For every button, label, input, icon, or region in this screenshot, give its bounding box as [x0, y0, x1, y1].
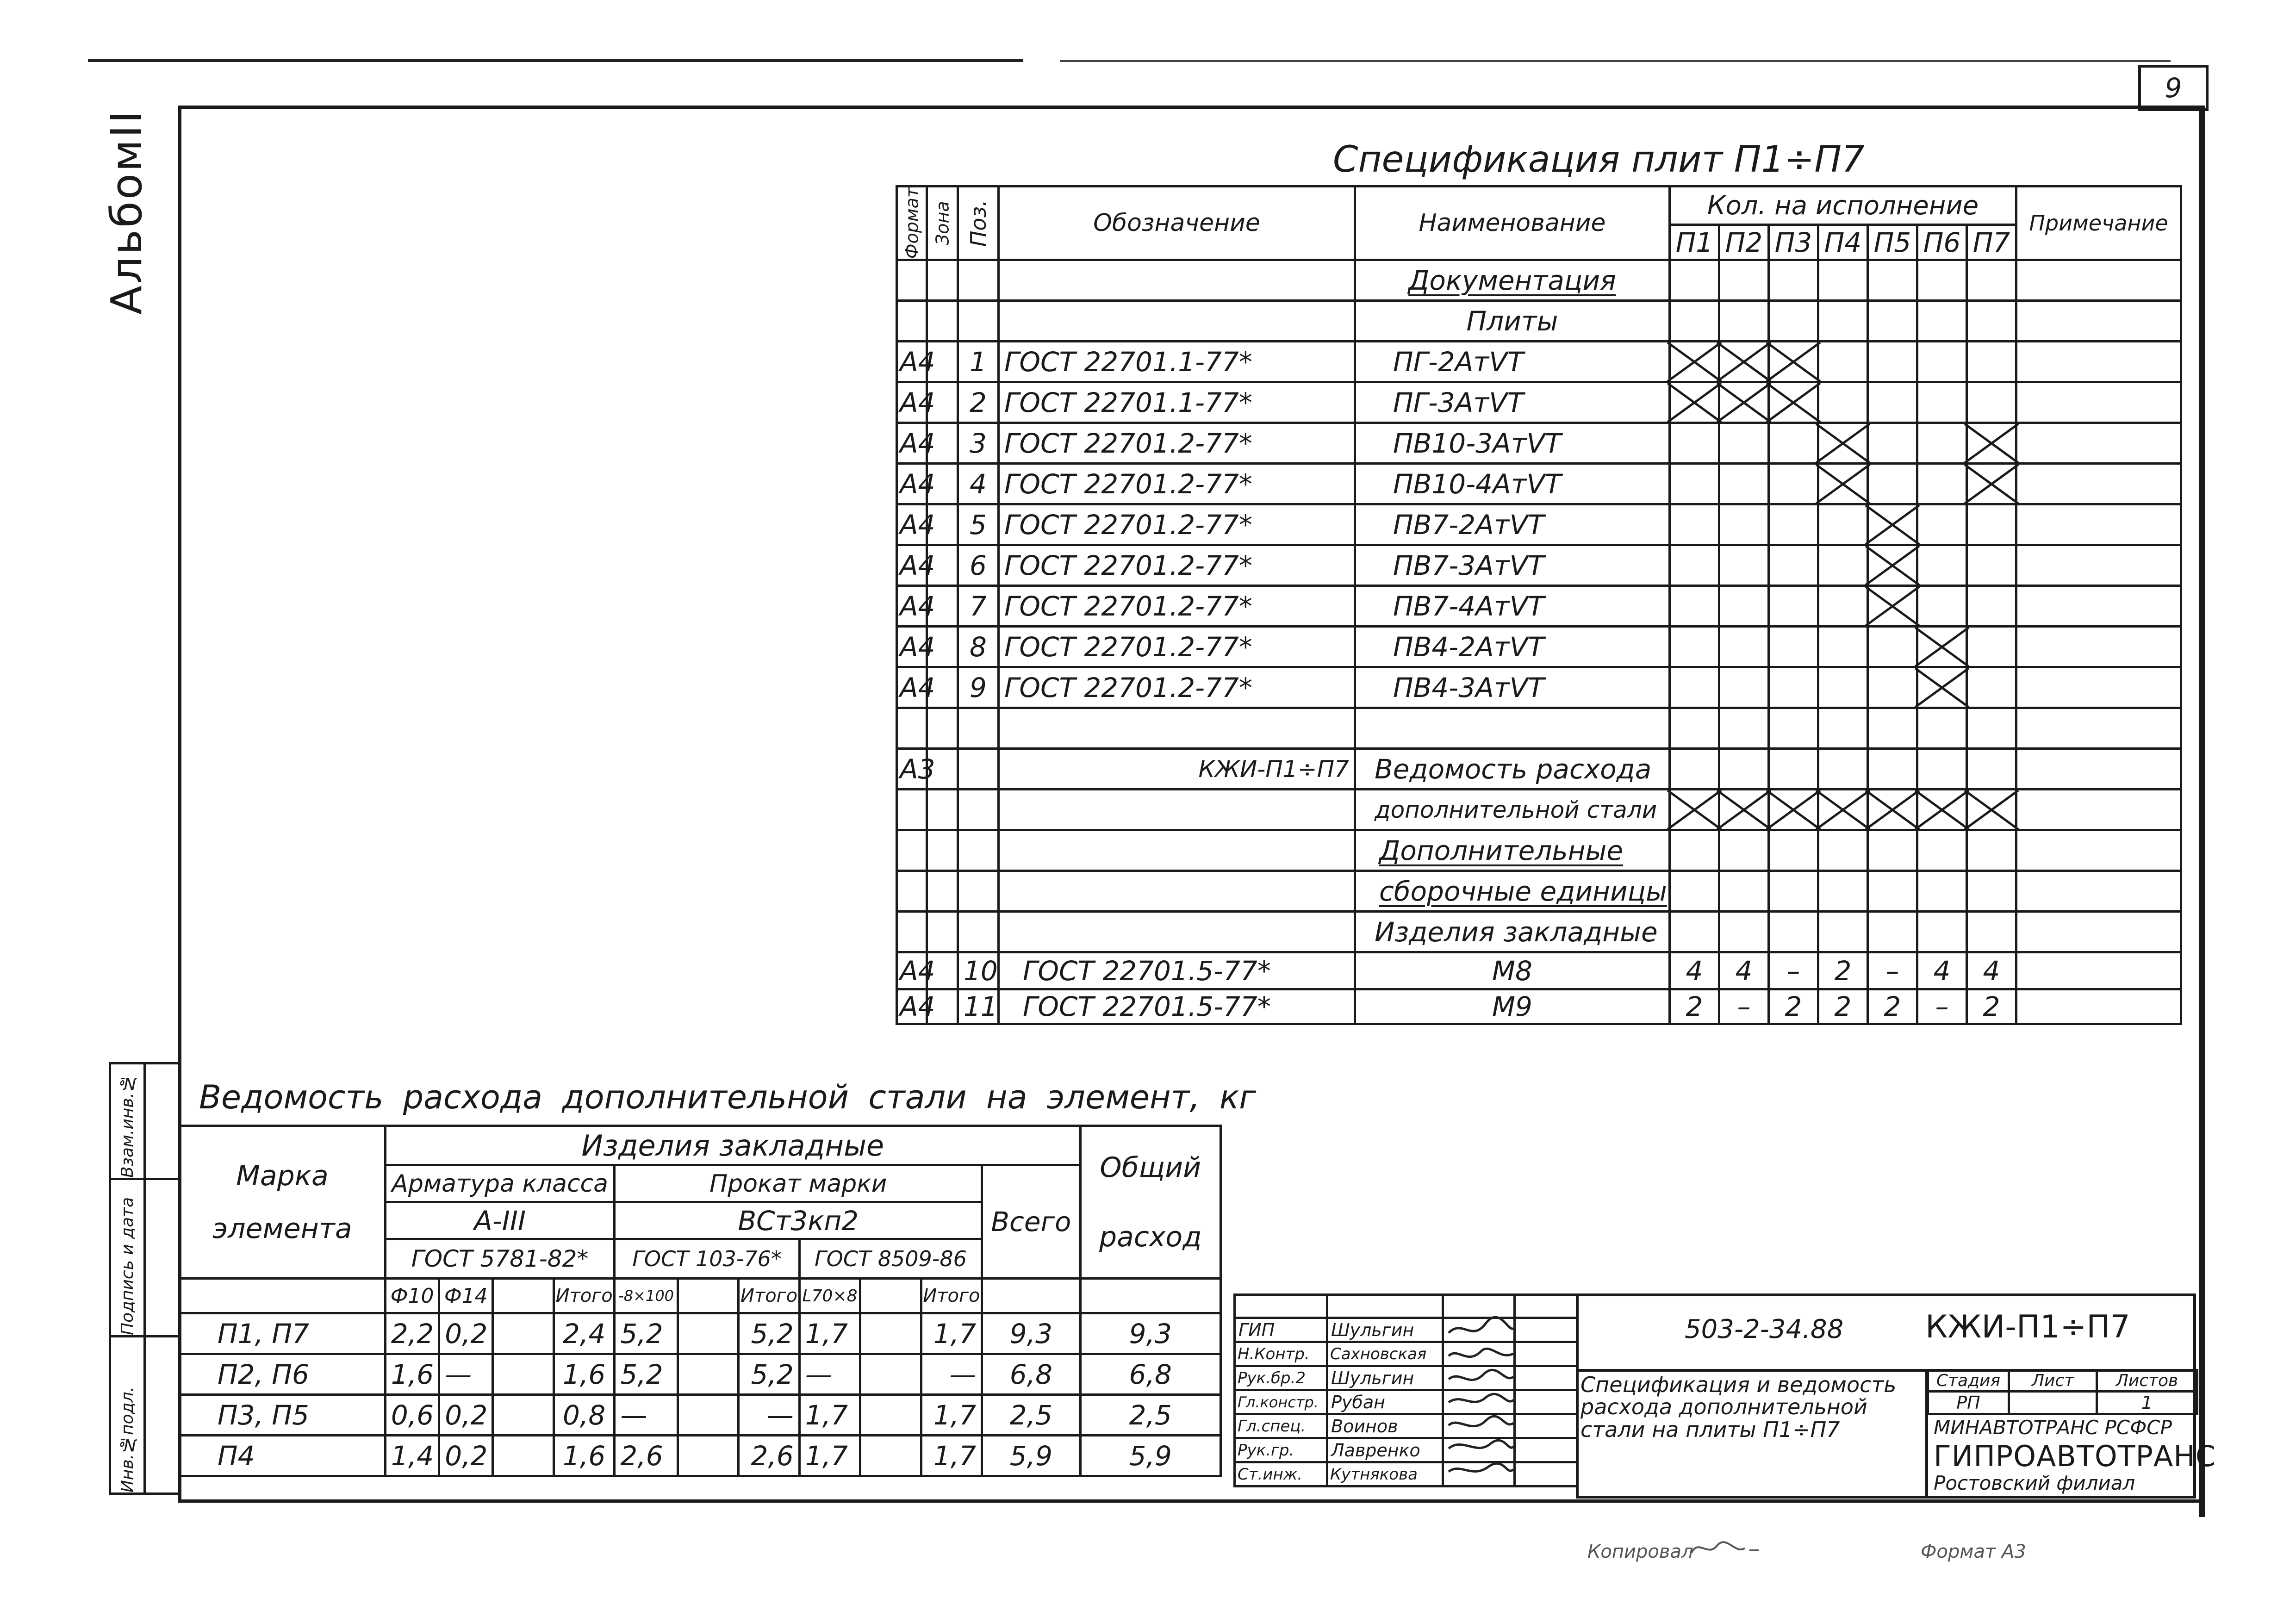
section-row [897, 830, 2181, 871]
cell-overall: 2,5 [1080, 1395, 1220, 1436]
cell-qty: – [1769, 952, 1818, 989]
table-row [897, 342, 2181, 382]
cell-qty: 4 [1670, 952, 1719, 989]
side-strip [109, 1062, 180, 1495]
cell-value: 0,8 [554, 1395, 614, 1436]
cell-designation: ГОСТ 22701.5-77* [999, 952, 1355, 989]
footer-format: Формат А3 [1921, 1541, 2026, 1562]
hdr-rebar-gost: ГОСТ 5781-82* [385, 1239, 614, 1279]
table-row [897, 952, 2181, 989]
stamp-role: ГИП [1235, 1318, 1327, 1342]
hdr-note: Примечание [2016, 187, 2181, 260]
signature-2 [1449, 1349, 1513, 1356]
cell-value [860, 1395, 921, 1436]
section-embedded: Изделия закладные [1355, 912, 1670, 952]
cell-designation: ГОСТ 22701.2-77* [999, 586, 1355, 627]
cell-format: А4 [897, 342, 927, 382]
cell-name: М9 [1355, 989, 1670, 1024]
cell-value [678, 1395, 738, 1436]
applicable-mark [1670, 790, 1719, 830]
cell-value: 2,4 [554, 1313, 614, 1354]
hdr-overall-1: Общий [1100, 1151, 1201, 1184]
applicable-mark [1769, 342, 1818, 382]
table-row [897, 627, 2181, 667]
stamp-org-1: МИНАВТОТРАНС РСФСР [1934, 1416, 2172, 1439]
stamp-person: Кутнякова [1327, 1462, 1443, 1486]
table-row [897, 504, 2181, 545]
cell-value: 0,2 [439, 1395, 493, 1436]
hdr-rebar-class: А-III [385, 1202, 614, 1239]
hdr-mark-1: Марка [236, 1159, 329, 1192]
hdr-sub: -8×100 [615, 1279, 678, 1313]
cell-format: А4 [897, 504, 927, 545]
table-row [897, 545, 2181, 586]
stamp-sheets: 1 [2097, 1392, 2197, 1414]
applicable-mark [1917, 667, 1967, 708]
cell-mark: П3, П5 [180, 1395, 386, 1436]
hdr-zone: Зона [927, 187, 958, 260]
table-row [897, 464, 2181, 504]
cell-value [678, 1436, 738, 1476]
cell-name: ПГ-3АтVT [1355, 382, 1670, 423]
hdr-sub [493, 1279, 554, 1313]
cell-mark: П2, П6 [180, 1354, 386, 1395]
stamp-sheet [2009, 1392, 2097, 1414]
hdr-sub [860, 1279, 921, 1313]
sheet-number: 9 [2138, 65, 2209, 111]
hdr-embedded: Изделия закладные [385, 1126, 1080, 1165]
cell-pos: 9 [958, 667, 999, 708]
cell-format: А4 [897, 989, 927, 1024]
cell-pos: 8 [958, 627, 999, 667]
hdr-sub: Итого [921, 1279, 982, 1313]
cell-name: ПВ7-2АтVT [1355, 504, 1670, 545]
cell-pos: 1 [958, 342, 999, 382]
cell-value: 1,4 [385, 1436, 439, 1476]
signature-6 [1449, 1440, 1513, 1449]
frame-right-shadow [2199, 106, 2205, 1517]
applicable-mark [1818, 464, 1868, 504]
top-rule [88, 59, 1023, 62]
cell-value: — [739, 1395, 799, 1436]
cell-value: 2,2 [385, 1313, 439, 1354]
cell-total: 5,9 [982, 1436, 1080, 1476]
hdr-rolled-gost-2: ГОСТ 8509-86 [799, 1239, 982, 1279]
section-documentation: Документация [1355, 260, 1670, 301]
cell-value [493, 1354, 554, 1395]
cell-value: — [439, 1354, 493, 1395]
table-row [897, 382, 2181, 423]
cell-value: 1,7 [799, 1313, 860, 1354]
cell-value: 1,7 [799, 1395, 860, 1436]
cell-name: ПВ7-3АтVT [1355, 545, 1670, 586]
signature-5 [1449, 1416, 1513, 1426]
stamp-person: Сахновская [1327, 1342, 1443, 1366]
cell-value: — [615, 1395, 678, 1436]
cell-value: 5,2 [615, 1313, 678, 1354]
cell-value [678, 1313, 738, 1354]
signature-4 [1449, 1394, 1513, 1402]
cell-overall: 6,8 [1080, 1354, 1220, 1395]
stamp-person: Шульгин [1327, 1318, 1443, 1342]
cell-name: ПВ10-4АтVT [1355, 464, 1670, 504]
stamp-sheets-label: Листов [2097, 1370, 2197, 1392]
side-inv: Инв.№подл. [110, 1337, 145, 1494]
cell-value: 1,7 [921, 1395, 982, 1436]
cell-value: 0,2 [439, 1313, 493, 1354]
applicable-mark [1818, 423, 1868, 464]
cell-mark: П4 [180, 1436, 386, 1476]
signature-3 [1449, 1370, 1513, 1380]
cell-value: 2,6 [739, 1436, 799, 1476]
signature-scribbles [1444, 1314, 1518, 1490]
cell-value [493, 1313, 554, 1354]
cell-name: дополнительной стали [1355, 790, 1670, 830]
section-row [897, 301, 2181, 342]
cell-overall: 9,3 [1080, 1313, 1220, 1354]
cell-name: ПВ10-3АтVT [1355, 423, 1670, 464]
cell-designation: ГОСТ 22701.2-77* [999, 464, 1355, 504]
cell-value [860, 1436, 921, 1476]
cell-qty: 2 [1670, 989, 1719, 1024]
applicable-mark [1719, 342, 1769, 382]
stamp-role: Гл.констр. [1235, 1390, 1327, 1414]
cell-name: ПГ-2АтVT [1355, 342, 1670, 382]
stamp-role: Рук.гр. [1235, 1438, 1327, 1462]
applicable-mark [1769, 790, 1818, 830]
hdr-total: Всего [982, 1165, 1080, 1279]
stamp-role: Ст.инж. [1235, 1462, 1327, 1486]
cell-name: ПВ4-3АтVT [1355, 667, 1670, 708]
cell-value: — [921, 1354, 982, 1395]
hdr-sub [678, 1279, 738, 1313]
cell-qty: – [1719, 989, 1769, 1024]
cell-name: Ведомость расхода [1355, 749, 1670, 790]
cell-designation: ГОСТ 22701.1-77* [999, 382, 1355, 423]
cell-format: А4 [897, 627, 927, 667]
hdr-sub: Итого [554, 1279, 614, 1313]
hdr-qty-group: Кол. на исполнение [1670, 187, 2016, 225]
table-row [897, 423, 2181, 464]
hdr-variant: П4 [1818, 225, 1868, 260]
stamp-description: Спецификация и ведомость расхода дополнительной стали на плиты П1÷П7 [1580, 1372, 1897, 1442]
section-row [897, 260, 2181, 301]
cell-value: 1,6 [554, 1354, 614, 1395]
cell-qty: 2 [1818, 989, 1868, 1024]
cell-value: — [799, 1354, 860, 1395]
hdr-variant: П1 [1670, 225, 1719, 260]
stamp-org-2: ГИПРОАВТОТРАНС [1934, 1439, 2216, 1473]
stamp-person: Рубан [1327, 1390, 1443, 1414]
hdr-name: Наименование [1355, 187, 1670, 260]
applicable-mark [1917, 790, 1967, 830]
cell-value [860, 1354, 921, 1395]
stamp-person: Шульгин [1327, 1366, 1443, 1390]
table-row [897, 790, 2181, 830]
hdr-variant: П7 [1967, 225, 2016, 260]
stamp-person: Воинов [1327, 1414, 1443, 1438]
hdr-variant: П3 [1769, 225, 1818, 260]
stamp-role: Гл.спец. [1235, 1414, 1327, 1438]
cell-value: 5,2 [739, 1354, 799, 1395]
album-code: АльбомII [102, 109, 151, 315]
table-row [180, 1354, 1221, 1395]
cell-designation: ГОСТ 22701.2-77* [999, 423, 1355, 464]
applicable-mark [1967, 790, 2016, 830]
stamp-code: КЖИ-П1÷П7 [1925, 1309, 2130, 1345]
table-row [897, 708, 2181, 749]
footer-copied: Копировал [1587, 1541, 1693, 1562]
stamp-org-3: Ростовский филиал [1934, 1472, 2135, 1494]
cell-qty: 2 [1769, 989, 1818, 1024]
cell-total: 6,8 [982, 1354, 1080, 1395]
cell-pos: 5 [958, 504, 999, 545]
cell-pos: 4 [958, 464, 999, 504]
cell-qty: 2 [1818, 952, 1868, 989]
cell-designation: ГОСТ 22701.1-77* [999, 342, 1355, 382]
applicable-mark [1868, 545, 1917, 586]
top-rule-2 [1060, 60, 2171, 62]
cell-qty: 4 [1967, 952, 2016, 989]
side-vzam: Взам.инв.№ [110, 1063, 145, 1179]
cell-designation: КЖИ-П1÷П7 [999, 749, 1355, 790]
cell-format: А4 [897, 667, 927, 708]
cell-value: 1,6 [385, 1354, 439, 1395]
cell-qty: – [1868, 952, 1917, 989]
cell-pos: 11 [958, 989, 999, 1024]
cell-qty: 4 [1719, 952, 1769, 989]
cell-designation: ГОСТ 22701.2-77* [999, 504, 1355, 545]
applicable-mark [1868, 504, 1917, 545]
hdr-sub: Ф10 [385, 1279, 439, 1313]
hdr-sub: Итого [739, 1279, 799, 1313]
cell-mark: П1, П7 [180, 1313, 386, 1354]
section-assembly-2: сборочные единицы [1355, 871, 1670, 912]
cell-total: 2,5 [982, 1395, 1080, 1436]
applicable-mark [1670, 342, 1719, 382]
cell-value [493, 1436, 554, 1476]
cell-name: ПВ7-4АтVT [1355, 586, 1670, 627]
applicable-mark [1967, 423, 2016, 464]
cell-overall: 5,9 [1080, 1436, 1220, 1476]
table-row [180, 1395, 1221, 1436]
table-row [897, 667, 2181, 708]
applicable-mark [1719, 790, 1769, 830]
section-plates: Плиты [1355, 301, 1670, 342]
section-assembly-1: Дополнительные [1355, 830, 1670, 871]
table-row [180, 1313, 1221, 1354]
applicable-mark [1670, 382, 1719, 423]
cell-value: 1,7 [921, 1436, 982, 1476]
applicable-mark [1868, 790, 1917, 830]
stamp-stage-label: Стадия [1928, 1370, 2009, 1392]
hdr-mark-2: элемента [212, 1212, 352, 1245]
cell-total: 9,3 [982, 1313, 1080, 1354]
cell-pos: 7 [958, 586, 999, 627]
cell-format: А4 [897, 545, 927, 586]
table-row [897, 749, 2181, 790]
hdr-overall [1080, 1126, 1220, 1279]
cell-format: А4 [897, 952, 927, 989]
applicable-mark [1719, 382, 1769, 423]
stamp-role: Рук.бр.2 [1235, 1366, 1327, 1390]
stamp-doc-number: 503-2-34.88 [1685, 1314, 1844, 1344]
cell-name: М8 [1355, 952, 1670, 989]
cell-qty: 2 [1967, 989, 2016, 1024]
applicable-mark [1818, 790, 1868, 830]
cell-pos: 2 [958, 382, 999, 423]
cell-pos: 3 [958, 423, 999, 464]
cell-value: 0,6 [385, 1395, 439, 1436]
spec-table [896, 185, 2182, 1025]
cell-value: 5,2 [615, 1354, 678, 1395]
spec-title: Спецификация плит П1÷П7 [1333, 139, 1865, 180]
stamp-stage-table [1927, 1369, 2198, 1415]
hdr-overall-2: расход [1099, 1220, 1202, 1253]
stamp-sheet-label: Лист [2009, 1370, 2097, 1392]
table-row [180, 1436, 1221, 1476]
hdr-designation: Обозначение [999, 187, 1355, 260]
hdr-variant: П6 [1917, 225, 1967, 260]
cell-designation: ГОСТ 22701.5-77* [999, 989, 1355, 1024]
cell-qty: 4 [1917, 952, 1967, 989]
hdr-mark [180, 1126, 386, 1279]
section-row [897, 912, 2181, 952]
table-row [897, 989, 2181, 1024]
hdr-variant: П5 [1868, 225, 1917, 260]
cell-format: А3 [897, 749, 927, 790]
hdr-rolled: Прокат марки [615, 1165, 982, 1202]
cell-name: ПВ4-2АтVT [1355, 627, 1670, 667]
stamp-stage: РП [1928, 1392, 2009, 1414]
section-row [897, 871, 2181, 912]
side-podpis: Подпись и дата [110, 1179, 145, 1337]
stamp-person: Лавренко [1327, 1438, 1443, 1462]
applicable-mark [1967, 464, 2016, 504]
cell-value [678, 1354, 738, 1395]
hdr-sub: L70×8 [799, 1279, 860, 1313]
applicable-mark [1917, 627, 1967, 667]
cell-value: 2,6 [615, 1436, 678, 1476]
signature-1 [1449, 1317, 1513, 1333]
signature-7 [1449, 1463, 1513, 1472]
hdr-variant: П2 [1719, 225, 1769, 260]
cell-format: А4 [897, 423, 927, 464]
cell-value [860, 1313, 921, 1354]
cell-value: 5,2 [739, 1313, 799, 1354]
cell-designation: ГОСТ 22701.2-77* [999, 545, 1355, 586]
steel-title: Ведомость расхода дополнительной стали на элемент, кг [199, 1078, 1257, 1116]
cell-value: 1,7 [921, 1313, 982, 1354]
cell-format: А4 [897, 382, 927, 423]
cell-value: 0,2 [439, 1436, 493, 1476]
cell-designation: ГОСТ 22701.2-77* [999, 667, 1355, 708]
cell-value [493, 1395, 554, 1436]
steel-table [178, 1125, 1222, 1477]
cell-pos: 6 [958, 545, 999, 586]
stamp-role: Н.Контр. [1235, 1342, 1327, 1366]
cell-value: 1,7 [799, 1436, 860, 1476]
hdr-rolled-gost-1: ГОСТ 103-76* [615, 1239, 799, 1279]
stamp-roles [1233, 1293, 1578, 1487]
applicable-mark [1868, 586, 1917, 627]
cell-value: 1,6 [554, 1436, 614, 1476]
hdr-rebar: Арматура класса [385, 1165, 614, 1202]
cell-designation: ГОСТ 22701.2-77* [999, 627, 1355, 667]
cell-format: А4 [897, 586, 927, 627]
applicable-mark [1769, 382, 1818, 423]
cell-qty: 2 [1868, 989, 1917, 1024]
cell-pos: 10 [958, 952, 999, 989]
hdr-sub: Ф14 [439, 1279, 493, 1313]
cell-qty: – [1917, 989, 1967, 1024]
copied-signature [1689, 1534, 1782, 1562]
hdr-format: Формат [897, 187, 927, 260]
cell-format: А4 [897, 464, 927, 504]
hdr-rolled-grade: ВСт3кп2 [615, 1202, 982, 1239]
table-row [897, 586, 2181, 627]
hdr-pos: Поз. [958, 187, 999, 260]
